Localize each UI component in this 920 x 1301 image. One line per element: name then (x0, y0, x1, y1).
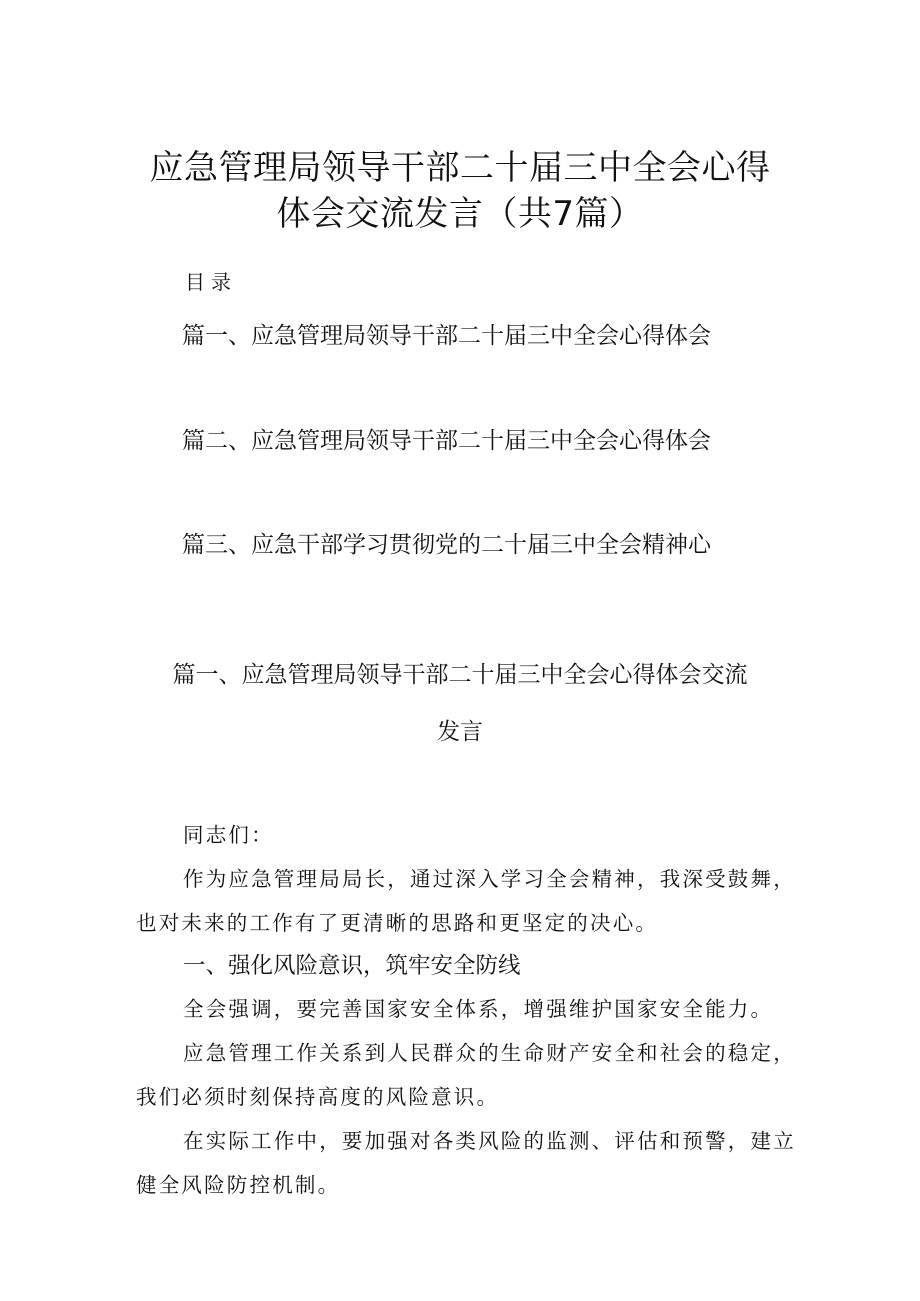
toc-item-1[interactable]: 篇一、应急管理局领导干部二十届三中全会心得体会 (182, 323, 711, 349)
toc-heading: 目录 (185, 270, 237, 294)
document-title-line-2: 体会交流发言（共7篇） (276, 194, 644, 234)
toc-item-2[interactable]: 篇二、应急管理局领导干部二十届三中全会心得体会 (182, 428, 711, 454)
paragraph-4-line-2: 健全风险防控机制。 (136, 1173, 341, 1197)
subheading-1: 一、强化风险意识，筑牢安全防线 (183, 953, 521, 979)
paragraph-1-line-1: 作为应急管理局局长，通过深入学习全会精神，我深受鼓舞， (183, 867, 796, 891)
toc-item-3[interactable]: 篇三、应急干部学习贯彻党的二十届三中全会精神心 (182, 532, 711, 558)
paragraph-3-line-2: 我们必须时刻保持高度的风险意识。 (136, 1085, 500, 1109)
greeting: 同志们： (183, 823, 274, 847)
paragraph-3-line-1: 应急管理工作关系到人民群众的生命财产安全和社会的稳定， (183, 1041, 796, 1065)
document-title-line-1: 应急管理局领导干部二十届三中全会心得 (149, 148, 771, 188)
paragraph-4-line-1: 在实际工作中，要加强对各类风险的监测、评估和预警，建立 (183, 1129, 796, 1153)
section-title-line-1: 篇一、应急管理局领导干部二十届三中全会心得体会交流 (172, 662, 748, 688)
section-title-line-2: 发言 (437, 719, 483, 745)
paragraph-2-line-1: 全会强调，要完善国家安全体系，增强维护国家安全能力。 (183, 997, 774, 1021)
paragraph-1-line-2: 也对未来的工作有了更清晰的思路和更坚定的决心。 (136, 911, 659, 935)
